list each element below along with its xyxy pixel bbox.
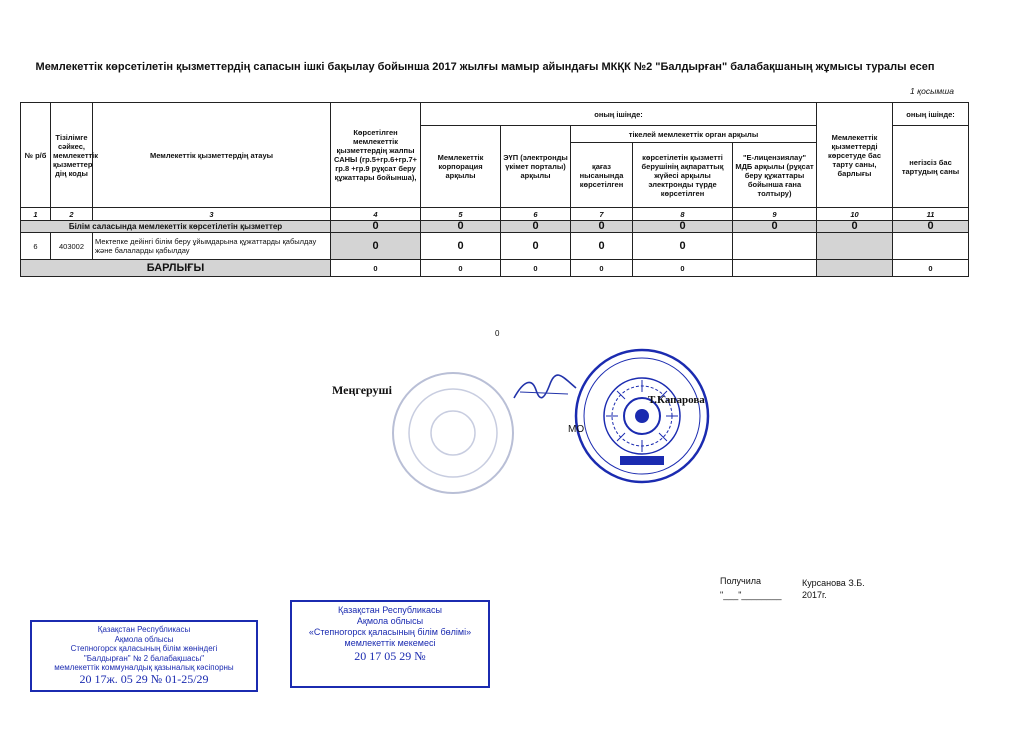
stamp-line: "Балдырған" № 2 балабақшасы" — [83, 653, 205, 663]
header-total: Көрсетілген мемлекеттік қызметтердің жалпы САНЫ (гр.5+гр.6+гр.7+ гр.8 +гр.9 рұқсат беру құжаттары бойынша), — [331, 103, 421, 208]
footnote-zero: 0 — [495, 329, 500, 338]
appendix-label: 1 қосымша — [910, 86, 954, 96]
row-value: 0 — [421, 233, 501, 260]
stamp-line: мемлекеттік мекемесі — [344, 638, 436, 648]
header-including-2: оның ішінде: — [893, 103, 969, 126]
header-including: оның ішінде: — [421, 103, 817, 126]
section-value: 0 — [571, 221, 633, 233]
signature-icon — [510, 370, 580, 410]
section-value: 0 — [421, 221, 501, 233]
header-refusals: Мемлекеттік қызметтерді көрсетуде бас тарту саны, барлығы — [817, 103, 893, 208]
header-name: Мемлекеттік қызметтердің атауы — [93, 103, 331, 208]
row-value: 0 — [501, 233, 571, 260]
section-label: Білім саласында мемлекеттік көрсетілетін қызметтер — [21, 221, 331, 233]
row-service-name: Мектепке дейінгі білім беру ұйымдарына құжаттарды қабылдау және балаларды қабылдау — [93, 233, 331, 260]
received-label: Получила — [720, 576, 762, 586]
stamp-date: 20 17ж. 05 29 № 01-25/29 — [79, 671, 209, 686]
col-number: 5 — [421, 208, 501, 221]
col-number: 10 — [817, 208, 893, 221]
stamp-line: «Степногорск қаласының білім бөлімі» — [308, 627, 472, 637]
header-num: № р/б — [21, 103, 51, 208]
section-value: 0 — [893, 221, 969, 233]
stamp-line: Ақмола облысы — [356, 616, 424, 626]
official-seal-icon — [572, 346, 712, 486]
registration-stamp-left — [30, 620, 258, 692]
section-value: 0 — [331, 221, 421, 233]
stamp-line: Қазақстан Республикасы — [97, 625, 191, 634]
col-number: 9 — [733, 208, 817, 221]
total-value: 0 — [571, 260, 633, 277]
col-number: 11 — [893, 208, 969, 221]
total-value: 0 — [633, 260, 733, 277]
header-corporation: Мемлекеттік корпорация арқылы — [421, 126, 501, 208]
faint-seal-icon — [388, 368, 518, 498]
section-value: 0 — [733, 221, 817, 233]
signer-name: Т.Капарова — [648, 394, 705, 406]
stamp-line: Қазақстан Республикасы — [338, 605, 442, 615]
stamp-date: 20 17 05 29 № — [354, 649, 426, 663]
report-title: Мемлекеттік көрсетілетін қызметтердің сапасын ішкі бақылау бойынша 2017 жылғы мамыр айындағы МКҚК №2 "Балдырған" балабақшаның жұмысы туралы есеп — [35, 61, 935, 73]
row-value — [817, 233, 893, 260]
col-number: 2 — [51, 208, 93, 221]
total-label: БАРЛЫҒЫ — [21, 260, 331, 277]
section-value: 0 — [501, 221, 571, 233]
stamp-line: Степногорск қаласының білім жөніндегі — [70, 644, 218, 653]
total-value: 0 — [421, 260, 501, 277]
col-number: 3 — [93, 208, 331, 221]
row-value: 0 — [571, 233, 633, 260]
report-table — [20, 102, 969, 277]
received-name: Курсанова З.Б. — [802, 578, 865, 588]
row-value — [893, 233, 969, 260]
col-number: 1 — [21, 208, 51, 221]
header-electronic: көрсетілетін қызметті берушінің ақпараттық жүйесі арқылы электронды түрде көрсетілген — [633, 143, 733, 208]
section-value: 0 — [633, 221, 733, 233]
stamp-line: мемлекеттік коммуналдық қазыналық кәсіпорны — [54, 663, 234, 672]
header-egov: ЭҮП (электронды үкімет порталы) арқылы — [501, 126, 571, 208]
col-number: 4 — [331, 208, 421, 221]
row-number: 6 — [21, 233, 51, 260]
stamp-line: Ақмола облысы — [114, 634, 174, 644]
received-date-line: "___"________ — [720, 590, 782, 600]
col-number: 7 — [571, 208, 633, 221]
header-elicensing: "Е-лицензиялау" МДБ арқылы (рұқсат беру құжаттары бойынша ғана толтыру) — [733, 143, 817, 208]
total-value — [733, 260, 817, 277]
total-value: 0 — [893, 260, 969, 277]
col-number: 6 — [501, 208, 571, 221]
row-value: 0 — [633, 233, 733, 260]
registration-stamp-right — [290, 600, 490, 688]
col-number: 8 — [633, 208, 733, 221]
row-value — [733, 233, 817, 260]
total-value: 0 — [501, 260, 571, 277]
row-code: 403002 — [51, 233, 93, 260]
header-code: Тізілімге сәйкес, мемлекеттік қызметтер дің коды — [51, 103, 93, 208]
section-value: 0 — [817, 221, 893, 233]
total-value — [817, 260, 893, 277]
row-value: 0 — [331, 233, 421, 260]
received-year: 2017г. — [802, 590, 827, 600]
header-direct: тікелей мемлекеттік орган арқылы — [571, 126, 817, 143]
mo-label: МО — [568, 424, 585, 435]
header-paper: қағаз нысанында көрсетілген — [571, 143, 633, 208]
manager-label: Меңгеруші — [332, 383, 393, 397]
total-value: 0 — [331, 260, 421, 277]
header-unfounded: негізсіз бас тартудың саны — [893, 126, 969, 208]
